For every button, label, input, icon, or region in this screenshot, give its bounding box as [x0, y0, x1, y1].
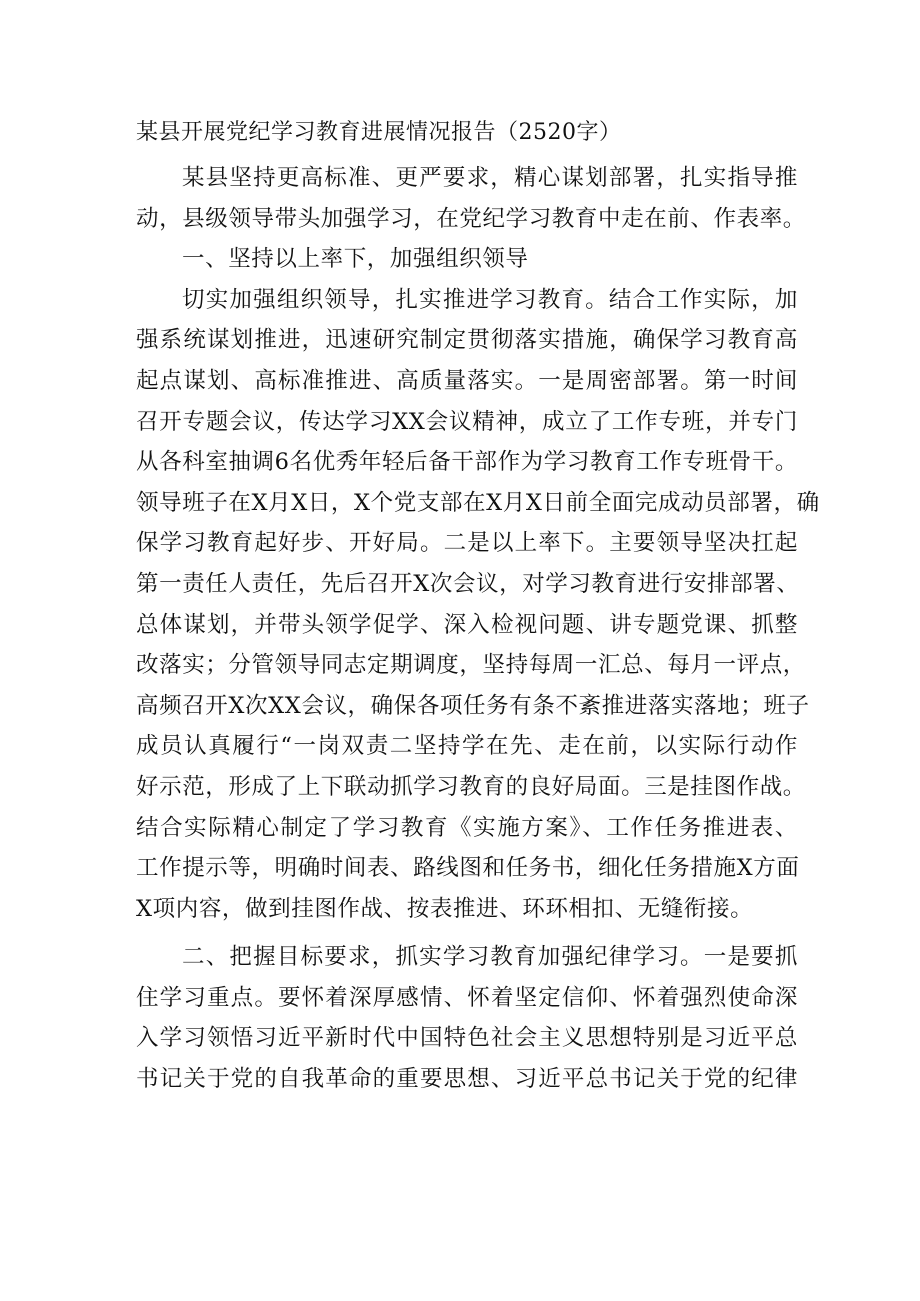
document-title: 某县开展党纪学习教育进展情况报告（2520字） — [136, 120, 622, 145]
paragraph-gap — [136, 929, 798, 937]
paragraph-line: 总体谋划，并带头领学促学、深入检视问题、讲专题党课、抓整 — [136, 611, 798, 638]
paragraph-line: 从各科室抽调6名优秀年轻后备干部作为学习教育工作专班骨干。 — [136, 449, 798, 476]
paragraph-line: X项内容，做到挂图作战、按表推进、环环相扣、无缝衔接。 — [136, 895, 754, 922]
document-body — [136, 158, 820, 1100]
paragraph-line: 工作提示等，明确时间表、路线图和任务书，细化任务措施X方面 — [136, 855, 800, 882]
section-heading: 一、坚持以上率下，加强组织领导 — [182, 246, 529, 273]
paragraph-line: 动，县级领导带头加强学习，在党纪学习教育中走在前、作表率。 — [136, 205, 806, 232]
paragraph-line: 改落实；分管领导同志定期调度，坚持每周一汇总、每月一评点， — [136, 652, 806, 679]
paragraph-line: 二、把握目标要求，抓实学习教育加强纪律学习。一是要抓 — [182, 944, 798, 971]
paragraph-line: 住学习重点。要怀着深厚感情、怀着坚定信仰、怀着强烈使命深 — [136, 984, 798, 1011]
paragraph-line: 切实加强组织领导，扎实推进学习教育。结合工作实际，加 — [182, 286, 798, 313]
paragraph-line: 保学习教育起好步、开好局。二是以上率下。主要领导坚决扛起 — [136, 530, 798, 557]
paragraph-line: 强系统谋划推进，迅速研究制定贯彻落实措施，确保学习教育高 — [136, 327, 798, 354]
paragraph-line: 起点谋划、高标准推进、高质量落实。一是周密部署。第一时间 — [136, 367, 798, 394]
paragraph-line: 第一责任人责任，先后召开X次会议，对学习教育进行安排部署、 — [136, 570, 800, 597]
paragraph-line: 领导班子在X月X日，X个党支部在X月X日前全面完成动员部署，确 — [136, 489, 820, 516]
paragraph-line: 好示范，形成了上下联动抓学习教育的良好局面。三是挂图作战。 — [136, 773, 806, 800]
paragraph-line: 成员认真履行“一岗双责二坚持学在先、走在前，以实际行动作 — [136, 733, 798, 760]
paragraph-line: 书记关于党的自我革命的重要思想、习近平总书记关于党的纪律 — [136, 1066, 798, 1093]
paragraph-line: 高频召开X次XX会议，确保各项任务有条不紊推进落实落地；班子 — [136, 692, 810, 719]
paragraph-line: 结合实际精心制定了学习教育《实施方案》、工作任务推进表、 — [136, 814, 798, 841]
paragraph-line: 入学习领悟习近平新时代中国特色社会主义思想特别是习近平总 — [136, 1025, 798, 1052]
paragraph-line: 召开专题会议，传达学习XX会议精神，成立了工作专班，并专门 — [136, 408, 798, 435]
paragraph-line: 某县坚持更高标准、更严要求，精心谋划部署，扎实指导推 — [182, 165, 798, 191]
